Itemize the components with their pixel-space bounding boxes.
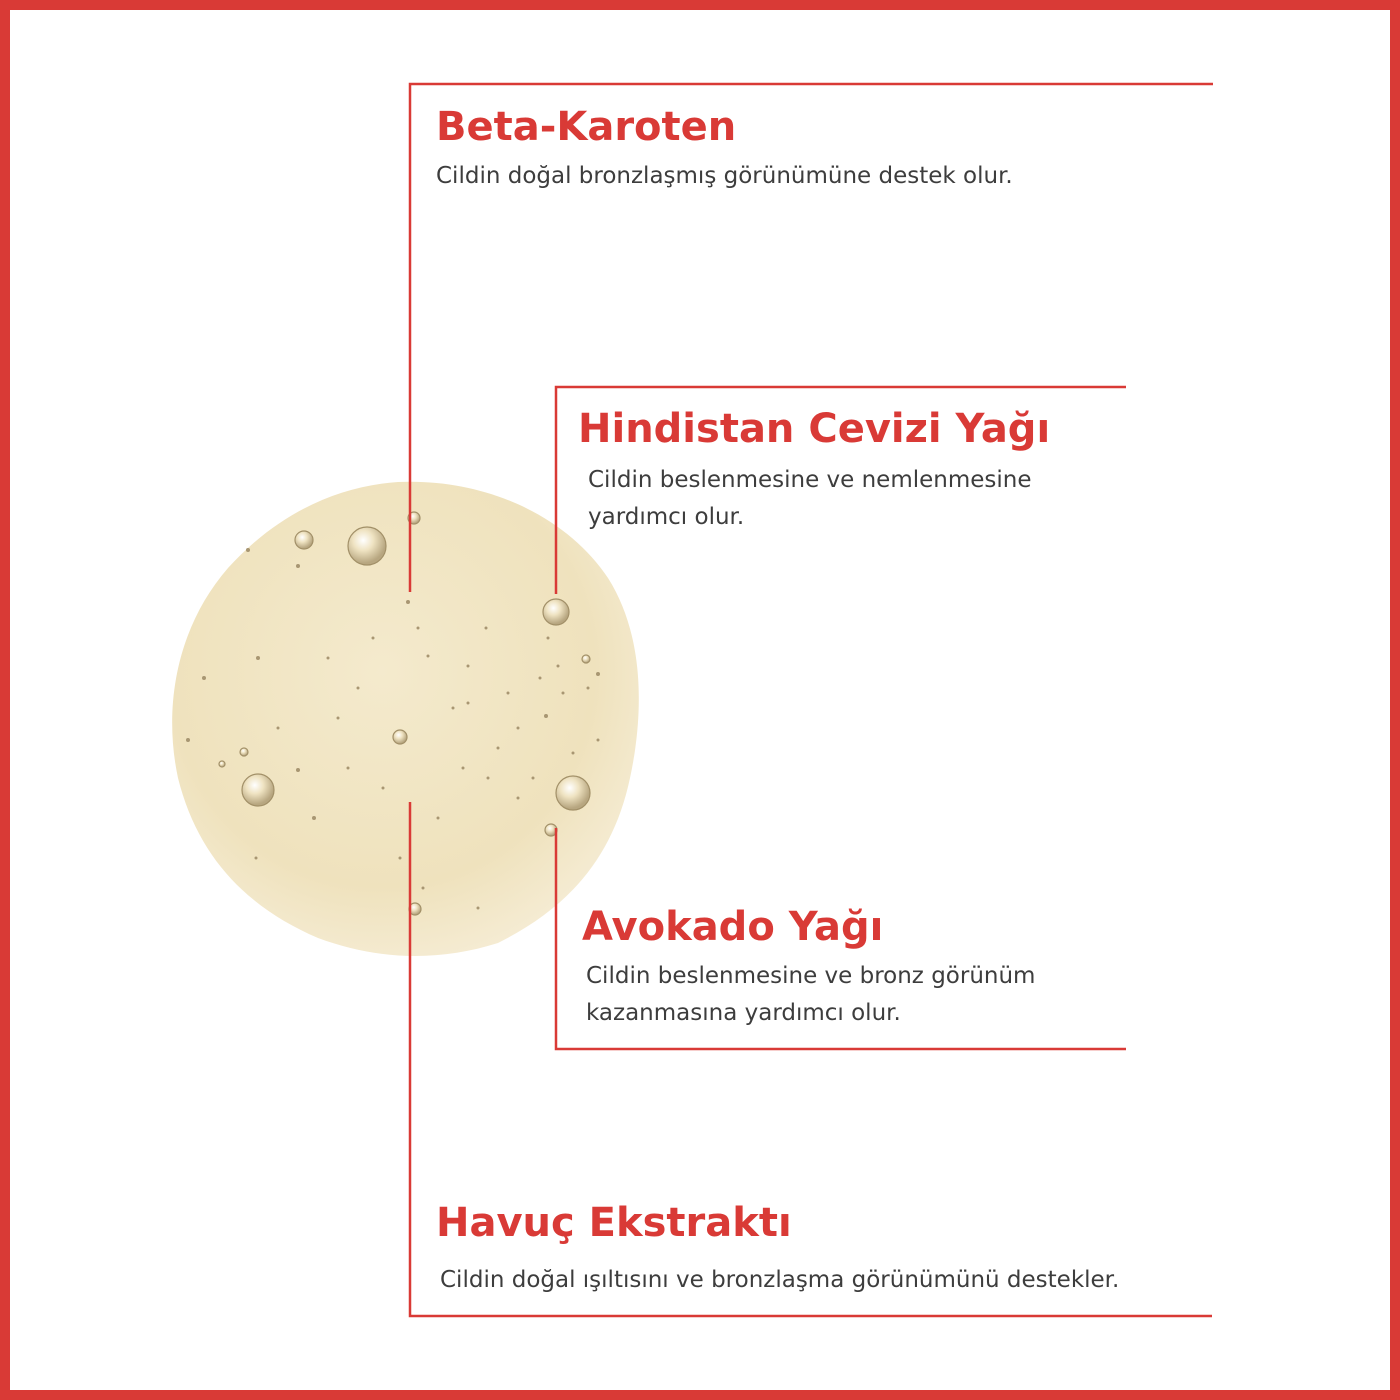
ingredient-avokado-yagi — [582, 904, 1116, 1032]
ingredient-description: Cildin doğal bronzlaşmış görünümüne destek olur. — [436, 163, 1013, 189]
ingredient-havuc-ekstrakti — [436, 1200, 1200, 1299]
ingredient-description: Cildin beslenmesine ve nemlenmesine yardımcı olur. — [588, 467, 1032, 530]
ingredient-title: Beta-Karoten — [436, 104, 737, 150]
ingredient-hindistan-cevizi-yagi — [578, 406, 1108, 536]
ingredient-beta-karoten — [436, 104, 1176, 195]
ingredient-description: Cildin doğal ışıltısını ve bronzlaşma görünümünü destekler. — [440, 1267, 1120, 1293]
ingredient-title: Hindistan Cevizi Yağı — [578, 406, 1051, 452]
ingredient-title: Havuç Ekstraktı — [436, 1200, 792, 1246]
ingredient-description: Cildin beslenmesine ve bronz görünüm kazanmasına yardımcı olur. — [586, 963, 1036, 1026]
ingredient-title: Avokado Yağı — [582, 904, 884, 950]
